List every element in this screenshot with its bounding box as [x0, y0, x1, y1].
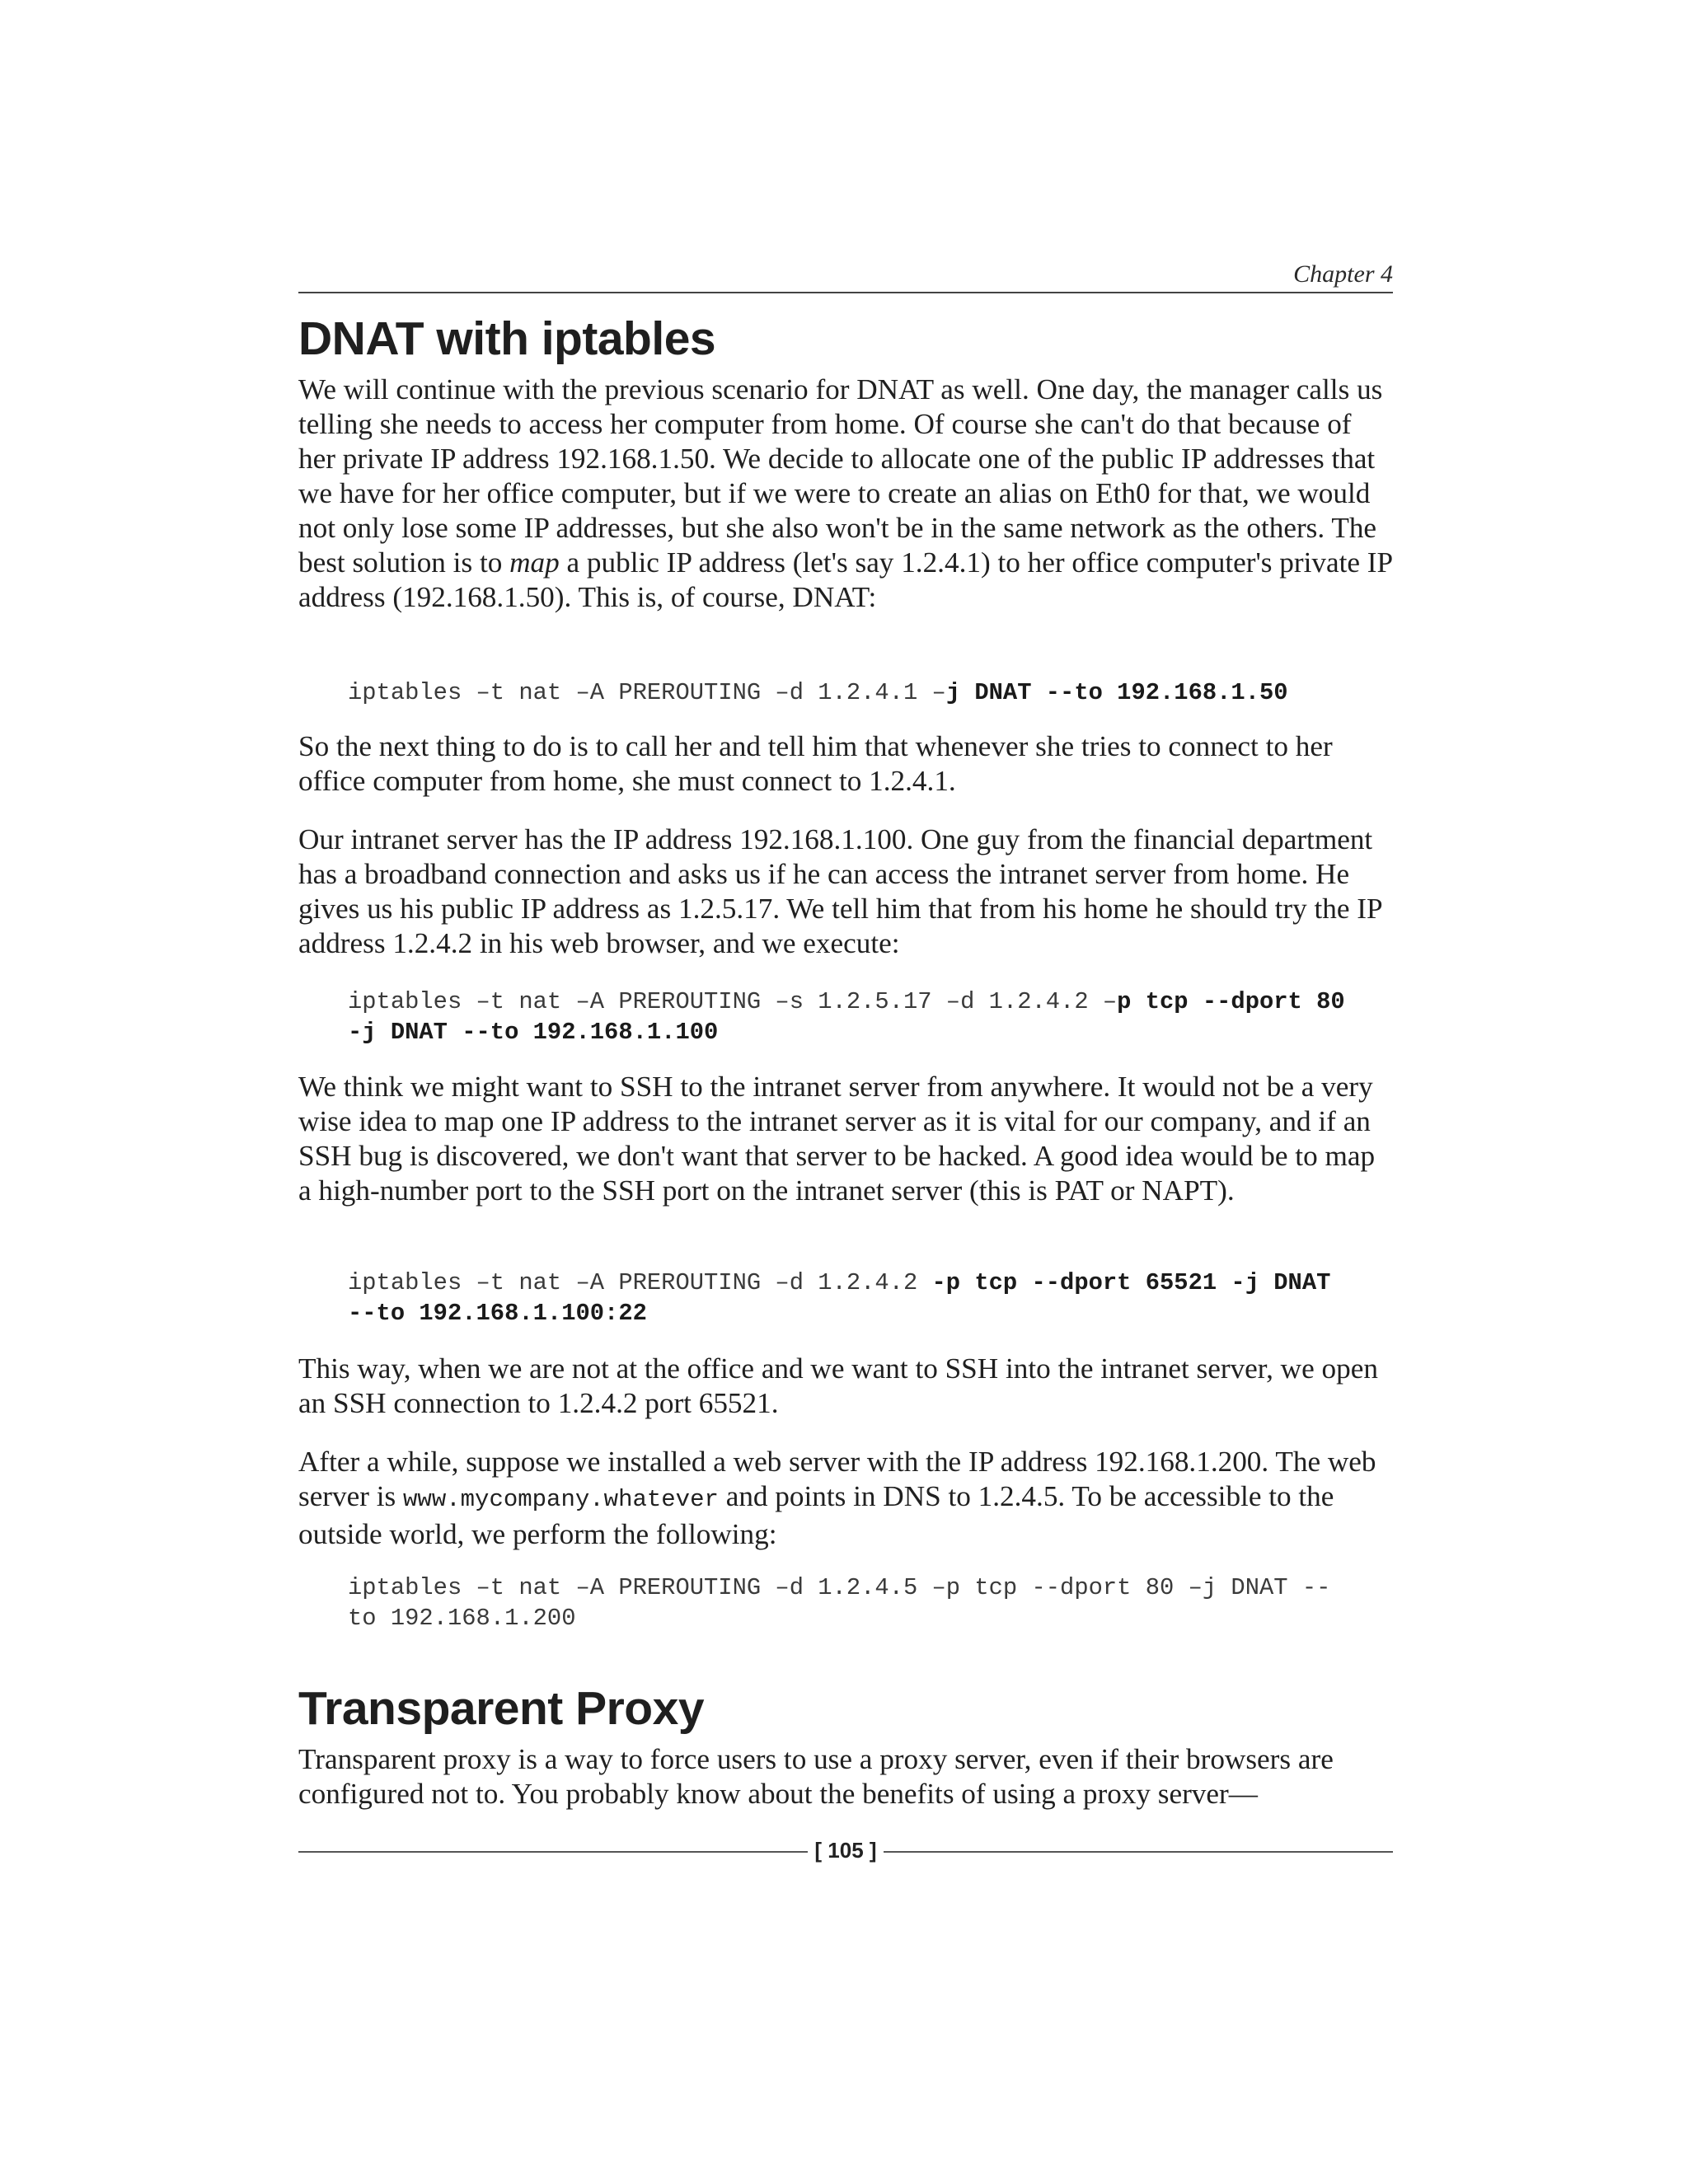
paragraph-intranet-server: Our intranet server has the IP address 192.168.1.100. One guy from the financial department has a broadband connection and asks us if he can access the intranet server from home. He gives us his public IP address as 1.2.5.17. We tell him that from his home he should try the IP address 1.2.4.2 in his web browser, and we execute: — [298, 823, 1382, 959]
page-number: [ 105 ] — [814, 1838, 877, 1863]
paragraph-text: After a while, suppose we installed a web server with the IP address 192.168.1.200. The web server is — [298, 1446, 1376, 1512]
section-heading-dnat: DNAT with iptables — [298, 312, 716, 365]
code-text-bold: p tcp --dport 80 — [1117, 988, 1345, 1015]
code-text: iptables –t nat –A PREROUTING –d 1.2.4.2 — [348, 1269, 932, 1296]
header-rule — [298, 292, 1393, 293]
code-block-dnat-ssh — [348, 1268, 1393, 1329]
inline-code-hostname: www.mycompany.whatever — [403, 1486, 719, 1513]
section-heading-transparent-proxy: Transparent Proxy — [298, 1682, 705, 1735]
paragraph-dnat-intro — [298, 373, 1393, 615]
code-text-bold: -p tcp --dport 65521 -j DNAT — [931, 1269, 1331, 1296]
code-block-dnat-web — [348, 1572, 1393, 1633]
paragraph-transparent-proxy: Transparent proxy is a way to force users to use a proxy server, even if their browsers are configured not to. You probably know about the benefits of using a proxy server— — [298, 1743, 1334, 1810]
code-text-bold: --to 192.168.1.100:22 — [348, 1300, 647, 1327]
paragraph-call-her: So the next thing to do is to call her and tell him that whenever she tries to connect to her office computer from home, she must connect to 1.2.4.1. — [298, 730, 1333, 797]
code-text: iptables –t nat –A PREROUTING –d 1.2.4.1 – — [348, 679, 946, 706]
paragraph-text: a public IP address (let's say 1.2.4.1) to her office computer's private IP address (192.168.1.50). This is, of course, DNAT: — [298, 546, 1392, 613]
paragraph-ssh-connection: This way, when we are not at the office and we want to SSH into the intranet server, we open an SSH connection to 1.2.4.2 port 65521. — [298, 1352, 1378, 1419]
code-block-dnat-intranet — [348, 987, 1393, 1047]
paragraph-text: We will continue with the previous scenario for DNAT as well. One day, the manager calls us telling she needs to access her computer from home. Of course she can't do that because of her private IP address 192.168.1.50. We decide to allocate one of the public IP addresses that we have for her office computer, but if we were to create an alias on Eth0 for that, we would not only lose some IP addresses, but she also won't be in the same network as the others. The best solution is to — [298, 373, 1383, 579]
code-text: iptables –t nat –A PREROUTING –d 1.2.4.5 –p tcp --dport 80 –j DNAT -- — [348, 1574, 1331, 1601]
code-block-dnat-manager — [348, 677, 1393, 708]
code-text-bold: -j DNAT --to 192.168.1.100 — [348, 1019, 719, 1046]
emphasis-map: map — [509, 546, 560, 579]
document-page — [298, 0, 1393, 2184]
code-text-bold: j DNAT --to 192.168.1.50 — [945, 679, 1288, 706]
running-head-chapter: Chapter 4 — [1293, 260, 1393, 288]
paragraph-web-server — [298, 1445, 1393, 1552]
footer-rule-left — [298, 1851, 808, 1853]
code-text: iptables –t nat –A PREROUTING –s 1.2.5.17 –d 1.2.4.2 – — [348, 988, 1118, 1015]
paragraph-ssh-intranet: We think we might want to SSH to the intranet server from anywhere. It would not be a very wise idea to map one IP address to the intranet server as it is vital for our company, and if an SSH bug is discovered, we don't want that server to be hacked. A good idea would be to map a high-number port to the SSH port on the intranet server (this is PAT or NAPT). — [298, 1071, 1376, 1207]
paragraph-text: and points in DNS to 1.2.4.5. To be accessible to the outside world, we perform the following: — [298, 1480, 1334, 1550]
code-text: to 192.168.1.200 — [348, 1605, 576, 1632]
footer-rule-right — [884, 1851, 1393, 1853]
